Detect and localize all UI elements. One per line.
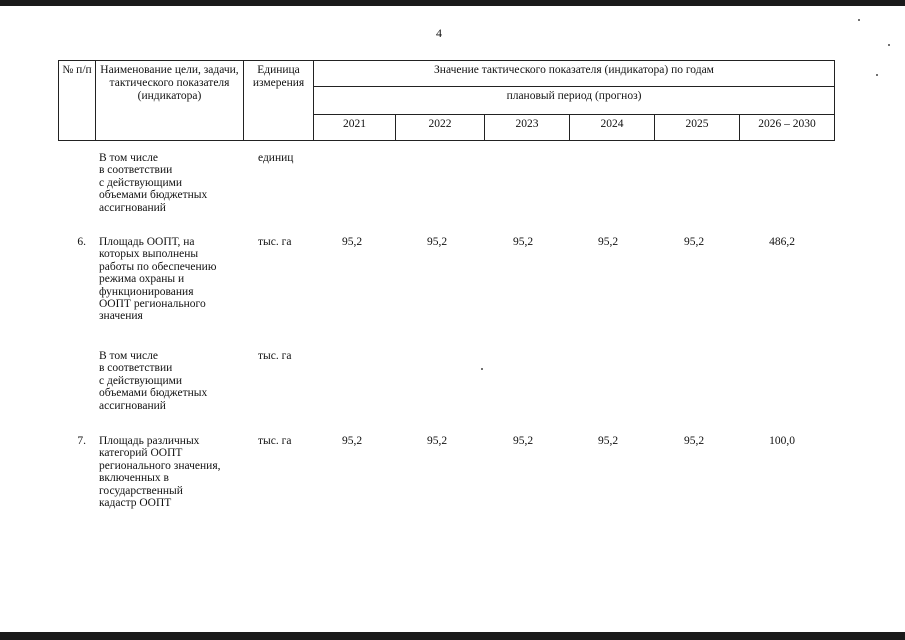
row-number: 7. [77,435,86,447]
name-line: Площадь ООПТ, на [99,236,195,248]
name-line: с действующими [99,176,183,189]
scan-border-bottom [0,632,905,640]
value-2022: 95,2 [426,236,448,248]
header-unit: Единица измерения [244,61,314,141]
name-line: Площадь различных [99,435,200,447]
row-name [99,236,249,323]
name-line: кадастр ООПТ [99,497,172,510]
row-name [99,152,249,214]
value-2024: 95,2 [597,435,619,447]
row-number: 6. [77,236,86,248]
scan-speck [876,74,878,76]
name-line: работы по обеспечению [99,260,217,273]
row-name [99,435,249,509]
year-cell: 2021 [314,115,396,141]
value-2026-2030: 486,2 [769,236,795,248]
page-number: 4 [436,26,442,40]
value-2025: 95,2 [683,435,705,447]
name-line: значения [99,310,143,323]
year-cell: 2025 [655,115,740,141]
name-line: ООПТ регионального [99,298,206,311]
name-line: государственный [99,484,183,497]
name-line: которых выполнены [99,248,199,261]
value-2023: 95,2 [512,435,534,447]
scan-speck [888,44,890,46]
scan-border-top [0,0,905,6]
value-2021: 95,2 [341,236,363,248]
value-2024: 95,2 [597,236,619,248]
name-line: в соответствии [99,362,173,375]
year-cell: 2023 [485,115,570,141]
row-unit: тыс. га [258,350,292,362]
row-name [99,350,249,412]
table-header [58,60,835,141]
value-2026-2030: 100,0 [769,435,795,447]
name-line: объемами бюджетных [99,189,208,202]
value-2021: 95,2 [341,435,363,447]
name-line: категорий ООПТ [99,447,183,460]
year-cell: 2022 [396,115,485,141]
name-line: режима охраны и [99,273,185,286]
header-values: Значение тактического показателя (индикатора) по годам [314,61,835,87]
value-2022: 95,2 [426,435,448,447]
row-unit: единиц [258,152,294,164]
name-line: регионального значения, [99,459,221,472]
name-line: В том числе [99,152,158,164]
year-cell: 2026 – 2030 [740,115,835,141]
name-line: В том числе [99,350,158,362]
header-period: плановый период (прогноз) [314,87,835,115]
name-line: с действующими [99,374,183,387]
scan-speck [481,368,483,370]
name-line: ассигнований [99,399,166,412]
header-name: Наименование цели, задачи, тактического показателя (индикатора) [96,61,244,141]
name-line: функционирования [99,285,194,298]
name-line: объемами бюджетных [99,387,208,400]
value-2023: 95,2 [512,236,534,248]
name-line: ассигнований [99,201,166,214]
value-2025: 95,2 [683,236,705,248]
row-unit: тыс. га [258,435,292,447]
name-line: включенных в [99,472,169,485]
scan-speck [858,19,860,21]
header-num: № п/п [59,61,96,141]
year-cell: 2024 [570,115,655,141]
name-line: в соответствии [99,164,173,177]
row-unit: тыс. га [258,236,292,248]
